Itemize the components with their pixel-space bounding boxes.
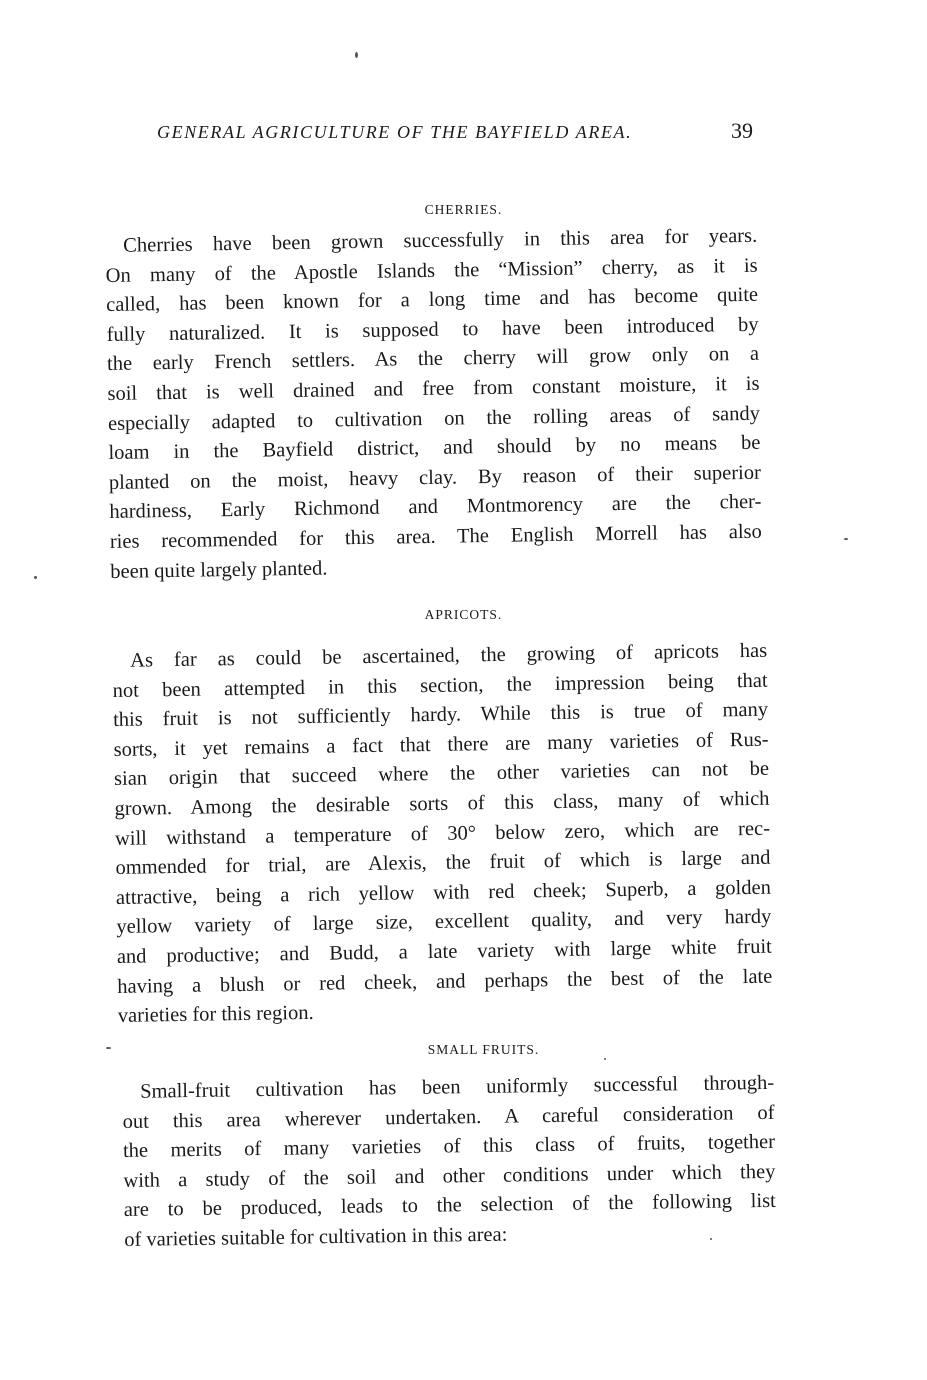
section-heading-apricots: APRICOTS.: [424, 607, 503, 622]
text-line: this fruit is not sufficiently hardy. While this is true of many: [112, 698, 769, 732]
text-line: not been attempted in this section, the impression being that: [112, 669, 768, 702]
running-title: GENERAL AGRICULTURE OF THE BAYFIELD AREA.: [157, 122, 633, 142]
text-line: loam in the Bayfield district, and should by no means be: [108, 431, 761, 465]
text-line: ommended for trial, are Alexis, the fruit of which is large and: [115, 846, 771, 880]
text-line: attractive, being a rich yellow with red cheek; Superb, a golden: [115, 876, 772, 909]
text-line: planted on the moist, heavy clay. By reason of their superior: [108, 461, 762, 494]
text-line: grown. Among the desirable sorts of this class, many of which: [114, 787, 770, 820]
text-line: yellow variety of large size, excellent quality, and very hardy: [116, 906, 772, 939]
running-head: [157, 118, 769, 148]
text-line: been quite largely planted.: [110, 557, 328, 583]
page-number: 39: [731, 118, 753, 143]
paragraph-small-fruits: [122, 1069, 776, 1256]
text-line: hardiness, Early Richmond and Montmorency are the cher-: [109, 491, 762, 524]
text-line: sian origin that succeed where the other varieties can not be: [113, 758, 770, 791]
text-line: ries recommended for this area. The English Morrell has also: [109, 520, 762, 553]
paragraph-apricots: [112, 637, 773, 1032]
text-line: the early French settlers. As the cherry will grow only on a: [106, 343, 760, 376]
text-line: out this area wherever undertaken. A careful consideration of: [122, 1101, 775, 1133]
paragraph-cherries: [105, 222, 762, 587]
text-line: will withstand a temperature of 30° below zero, which are rec-: [114, 817, 771, 850]
text-line: called, has been known for a long time and has become quite: [105, 283, 759, 317]
text-line: On many of the Apostle Islands the “Mission” cherry, as it is: [105, 254, 758, 287]
text-line: As far as could be ascertained, the growing of apricots has: [130, 639, 768, 672]
text-line: varieties for this region.: [117, 1002, 314, 1028]
scan-speck: [34, 576, 37, 579]
text-line: the merits of many varieties of this class of fruits, together: [122, 1131, 776, 1163]
text-line: having a blush or red cheek, and perhaps the best of the late: [117, 965, 773, 998]
scan-speck: [710, 1238, 712, 1240]
scan-speck: [844, 538, 848, 540]
scan-speck: [604, 1058, 606, 1060]
text-line: Cherries have been grown successfully in this area for years.: [123, 224, 758, 257]
section-heading-small-fruits: SMALL FRUITS.: [427, 1042, 540, 1057]
text-line: and productive; and Budd, a late variety with large white fruit: [116, 935, 772, 968]
text-line: Small-fruit cultivation has been uniformly successful through-: [140, 1071, 775, 1103]
scan-speck: [355, 52, 358, 58]
text-line: are to be produced, leads to the selection of the following list: [123, 1190, 776, 1222]
text-line: with a study of the soil and other conditions under which they: [123, 1160, 776, 1192]
scan-speck: [106, 1047, 111, 1049]
text-line: sorts, it yet remains a fact that there are many varieties of Rus-: [113, 728, 769, 761]
text-line: fully naturalized. It is supposed to have been introduced by: [106, 313, 759, 346]
text-line: soil that is well drained and free from constant moisture, it is: [107, 372, 760, 405]
text-line: of varieties suitable for cultivation in this area:: [124, 1223, 508, 1251]
text-line: especially adapted to cultivation on the rolling areas of sandy: [107, 402, 761, 435]
section-heading-cherries: CHERRIES.: [424, 202, 503, 217]
